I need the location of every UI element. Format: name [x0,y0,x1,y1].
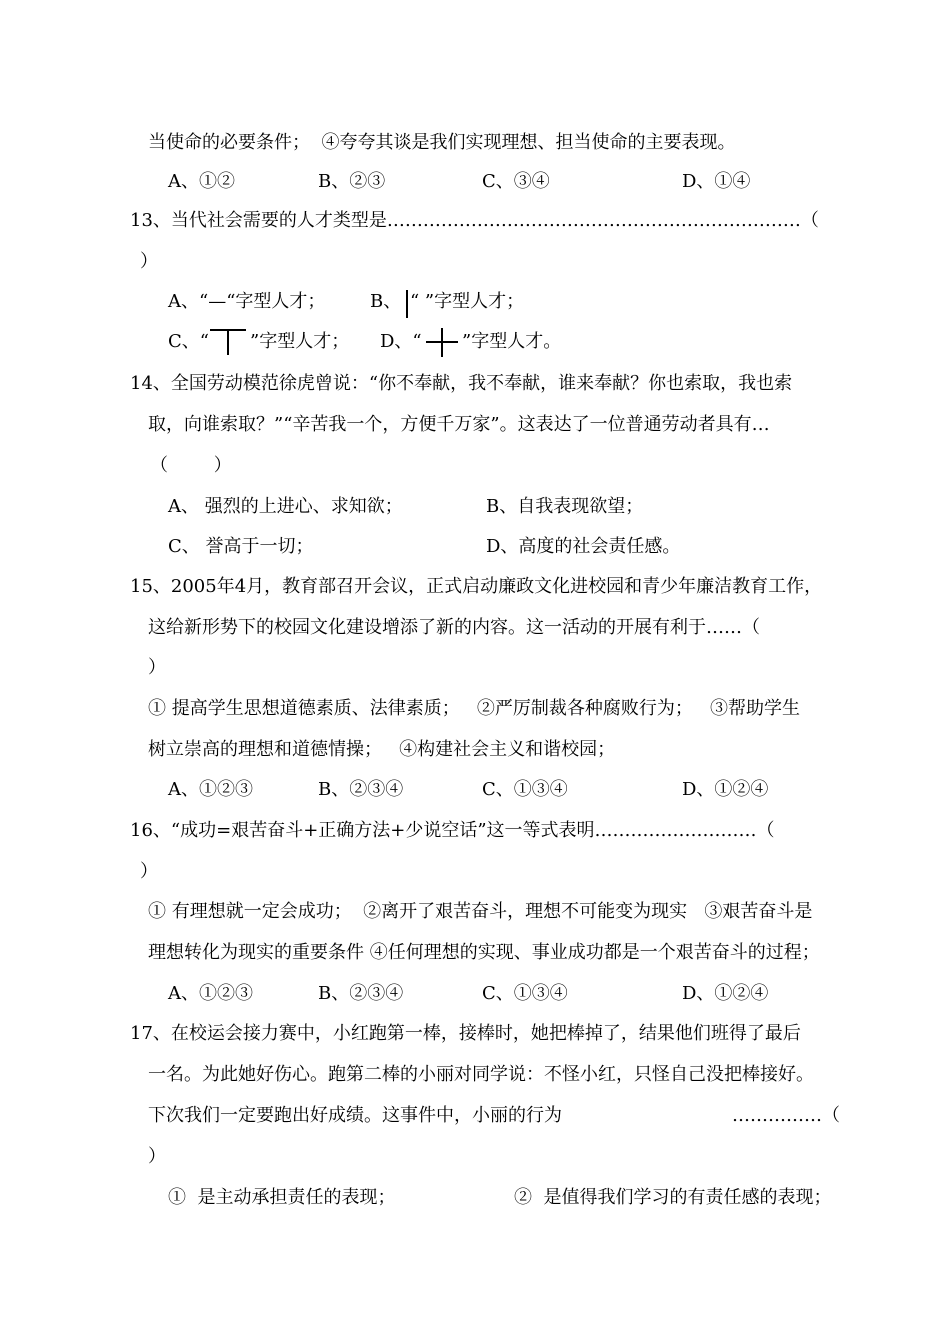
q16-paren-close: ） [140,861,158,882]
q14-option-c: C、 誉高于一切； [168,536,314,557]
q17-option-1: ① 是主动承担责任的表现； [168,1187,396,1208]
q17-paren-close: ） [148,1146,166,1167]
q13-stem: 13、当代社会需要的人才类型是……………………………………………………………（ [130,210,819,231]
q13-option-a: A、“—“字型人才； [168,291,326,312]
q16-option-a: A、①②③ [168,983,253,1004]
q13-option-b-suffix: “ ”字型人才； [410,291,525,312]
q17-line-2: 一名。为此她好伤心。跑第二棒的小丽对同学说：不怪小红，只怪自己没把棒接好。 [148,1064,814,1085]
q15-paren-close: ） [148,657,166,678]
cross-shape-icon [424,326,460,358]
q12-option-b: B、②③ [318,171,386,192]
q14-paren: （ ） [150,455,232,476]
q15-item-line-2: 树立崇高的理想和道德情操； ④构建社会主义和谐校园； [148,739,616,760]
q16-item-line-2: 理想转化为现实的重要条件 ④任何理想的实现、事业成功都是一个艰苦奋斗的过程； [148,942,820,963]
t-shape-icon [206,328,250,356]
q17-line-3-dots: ……………（ [732,1105,840,1126]
q13-option-c-suffix: ”字型人才； [250,331,350,352]
q12-continuation: 当使命的必要条件； ④夸夸其谈是我们实现理想、担当使命的主要表现。 [148,132,736,153]
q13-option-d-prefix: D、“ [380,331,422,352]
q16-stem: 16、“成功=艰苦奋斗+正确方法+少说空话”这一等式表明………………………（ [130,820,775,841]
q14-option-a: A、 强烈的上进心、求知欲； [168,496,403,517]
q14-option-d: D、高度的社会责任感。 [486,536,681,557]
q13-option-b-prefix: B、 [370,291,402,312]
q15-option-a: A、①②③ [168,779,253,800]
q14-line-1: 14、全国劳动模范徐虎曾说：“你不奉献，我不奉献，谁来奉献？你也索取，我也索 [130,373,793,394]
q15-item-line-1: ① 提高学生思想道德素质、法律素质； ②严厉制裁各种腐败行为； ③帮助学生 [148,698,801,719]
q13-option-c-prefix: C、“ [168,331,209,352]
q15-line-2: 这给新形势下的校园文化建设增添了新的内容。这一活动的开展有利于……（ [148,617,760,638]
q17-line-3: 下次我们一定要跑出好成绩。这事件中，小丽的行为 [148,1105,562,1126]
q15-option-b: B、②③④ [318,779,404,800]
q16-option-d: D、①②④ [682,983,769,1004]
q17-line-1: 17、在校运会接力赛中，小红跑第一棒，接棒时，她把棒掉了，结果他们班得了最后 [130,1023,801,1044]
q17-option-2: ② 是值得我们学习的有责任感的表现； [514,1187,832,1208]
q12-option-c: C、③④ [482,171,550,192]
q12-option-a: A、①② [168,171,235,192]
q16-item-line-1: ① 有理想就一定会成功； ②离开了艰苦奋斗，理想不可能变为现实 ③艰苦奋斗是 [148,901,813,922]
q15-option-d: D、①②④ [682,779,769,800]
q15-line-1: 15、2005年4月，教育部召开会议，正式启动廉政文化进校园和青少年廉洁教育工作， [130,576,823,597]
q16-option-b: B、②③④ [318,983,404,1004]
q13-option-d-suffix: ”字型人才。 [462,331,562,352]
q14-option-b: B、自我表现欲望； [486,496,644,517]
q13-paren-close: ） [140,251,158,272]
q15-option-c: C、①③④ [482,779,568,800]
q16-option-c: C、①③④ [482,983,568,1004]
q12-option-d: D、①④ [682,171,751,192]
q14-line-2: 取，向谁索取？”“辛苦我一个，方便千万家”。这表达了一位普通劳动者具有… [148,414,770,435]
